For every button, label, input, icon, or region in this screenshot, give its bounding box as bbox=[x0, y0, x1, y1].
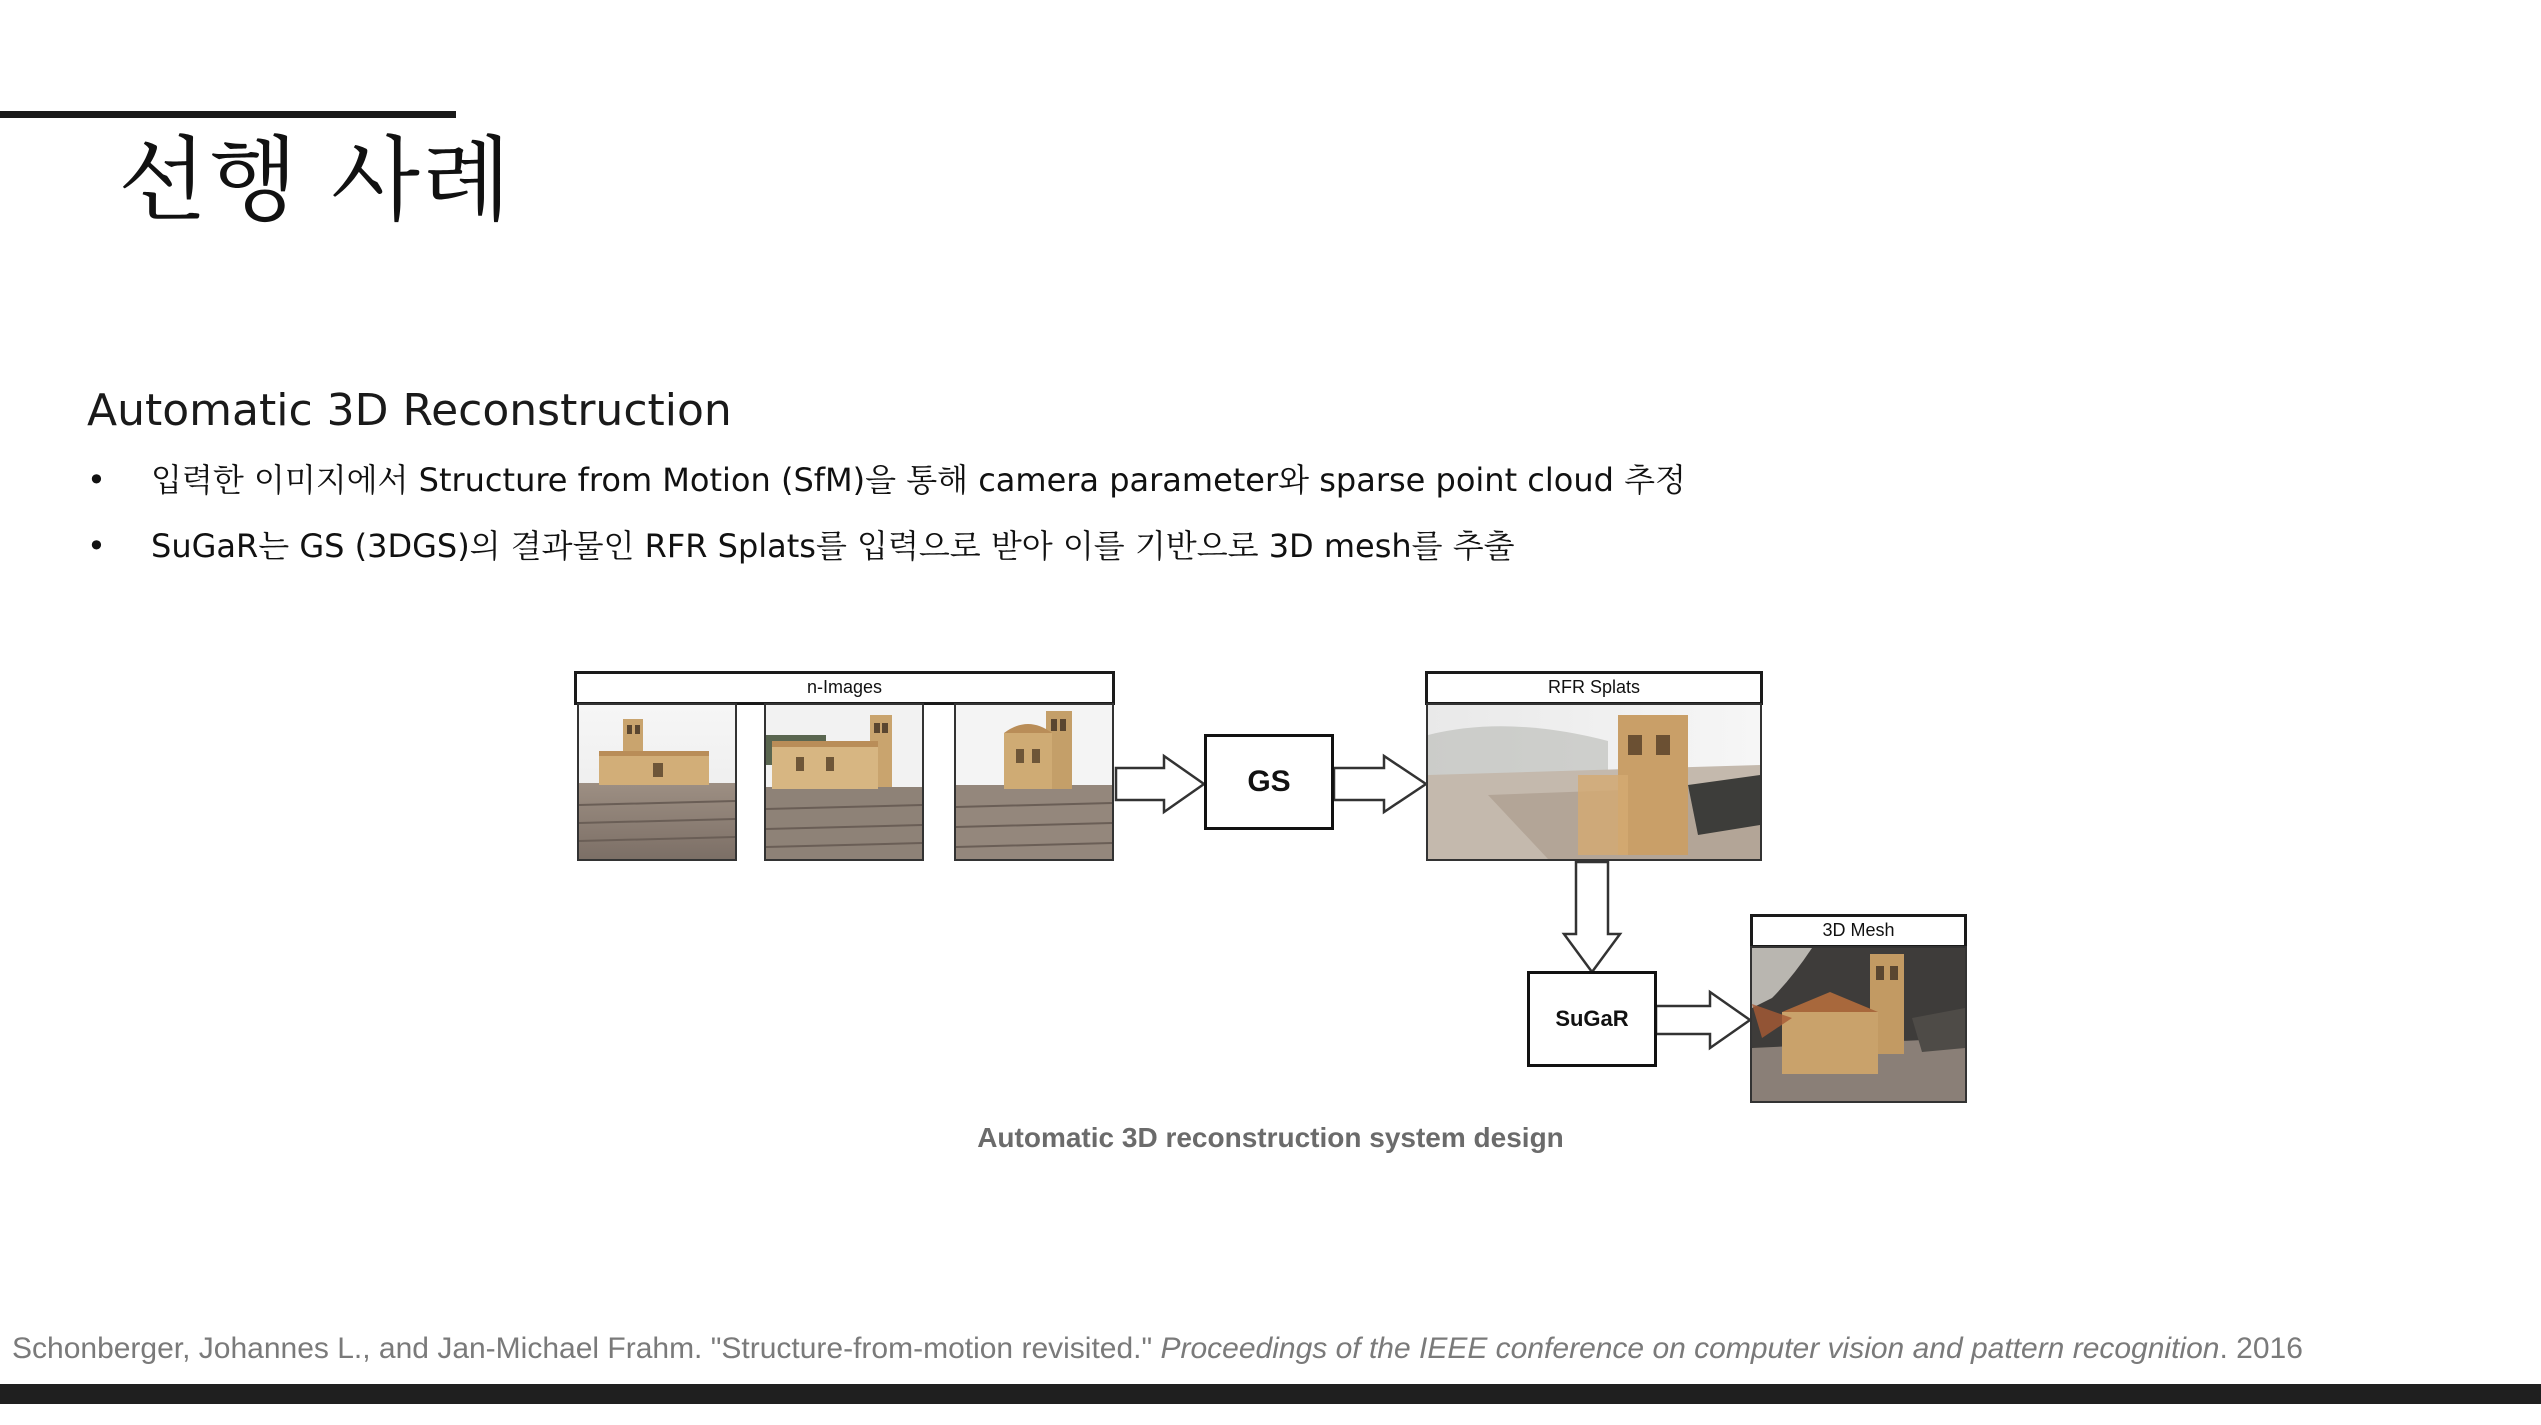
figure-caption: Automatic 3D reconstruction system design bbox=[977, 1122, 1564, 1153]
rfr-splats-render bbox=[1426, 703, 1762, 861]
reference-citation bbox=[12, 1332, 2303, 1366]
bullet-item bbox=[87, 526, 1686, 592]
reference-authors-title: Schonberger, Johannes L., and Jan-Michael Frahm. "Structure-from-motion revisited." bbox=[12, 1332, 1161, 1365]
arrow-gs-to-splats bbox=[1334, 756, 1426, 812]
bullet-text: 입력한 이미지에서 Structure from Motion (SfM)을 통해 camera parameter와 sparse point cloud 추정 bbox=[151, 461, 1686, 499]
input-photo-2 bbox=[764, 703, 924, 861]
reference-venue: Proceedings of the IEEE conference on computer vision and pattern recognition bbox=[1160, 1332, 2220, 1365]
arrow-splats-to-sugar bbox=[1564, 862, 1620, 972]
3d-mesh-header: 3D Mesh bbox=[1750, 914, 1967, 948]
bullet-item bbox=[87, 460, 1686, 526]
bullet-marker: • bbox=[87, 527, 106, 565]
input-photo-1 bbox=[577, 703, 737, 861]
gs-node: GS bbox=[1204, 734, 1334, 830]
reference-year: . 2016 bbox=[2219, 1332, 2303, 1365]
title-rule bbox=[0, 111, 456, 118]
arrow-images-to-gs bbox=[1116, 756, 1204, 812]
rfr-splats-header: RFR Splats bbox=[1425, 671, 1763, 705]
n-images-header: n-Images bbox=[574, 671, 1115, 705]
bullet-list bbox=[87, 460, 1686, 592]
section-heading: Automatic 3D Reconstruction bbox=[87, 385, 732, 436]
sugar-node: SuGaR bbox=[1527, 971, 1657, 1067]
3d-mesh-render bbox=[1750, 946, 1967, 1103]
bullet-marker: • bbox=[87, 461, 106, 499]
bottom-bar bbox=[0, 1384, 2541, 1404]
page-title: 선행 사례 bbox=[118, 127, 513, 234]
bullet-text: SuGaR는 GS (3DGS)의 결과물인 RFR Splats를 입력으로 받아 이를 기반으로 3D mesh를 추출 bbox=[151, 527, 1515, 565]
input-photo-3 bbox=[954, 703, 1114, 861]
arrow-sugar-to-mesh bbox=[1656, 992, 1750, 1048]
